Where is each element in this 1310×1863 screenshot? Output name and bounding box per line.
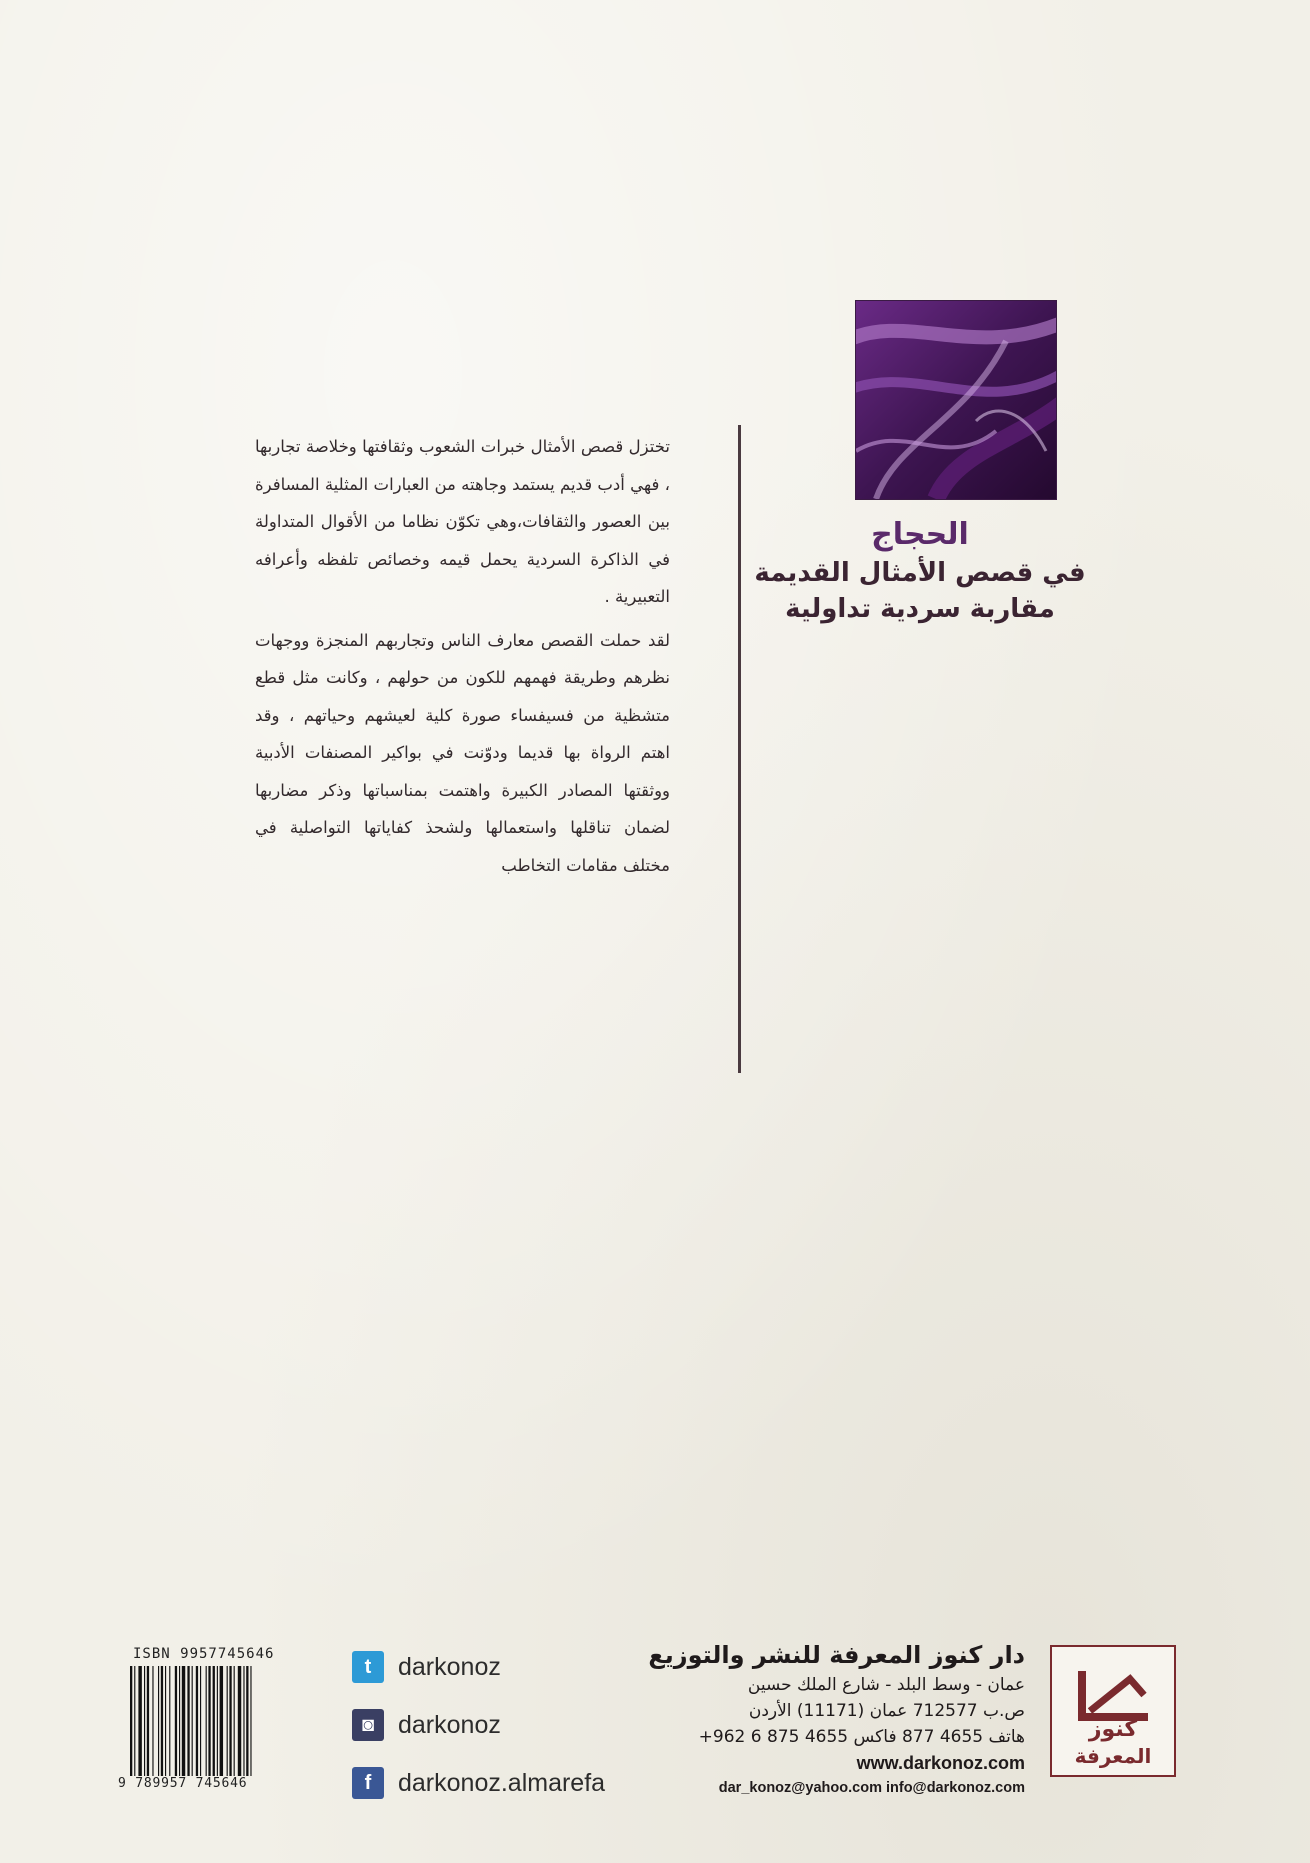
instagram-icon: ◙ — [352, 1709, 384, 1741]
barcode-bar — [175, 1666, 177, 1776]
barcode-bar — [217, 1666, 218, 1776]
barcode-bar — [192, 1666, 193, 1776]
facebook-handle: darkonoz.almarefa — [398, 1768, 606, 1797]
twitter-handle: darkonoz — [398, 1652, 501, 1681]
barcode-image — [128, 1666, 298, 1776]
logo-text-top: كنوز — [1088, 1717, 1138, 1742]
barcode-bar — [196, 1666, 198, 1776]
instagram-handle: darkonoz — [398, 1710, 501, 1739]
barcode-bar — [165, 1666, 166, 1776]
barcode-bar — [200, 1666, 201, 1776]
vertical-divider — [738, 425, 741, 1073]
twitter-link[interactable] — [352, 1650, 501, 1684]
barcode-bar — [134, 1666, 135, 1776]
blurb-paragraph: لقد حملت القصص معارف الناس وتجاربهم المنجزة ووجهات نظرهم وطريقة فهمهم للكون من حولهم ، وكانت مثل قطع متشظية من فسيفساء صورة كلية لعيشهم وحياتهم ، وقد اهتم الرواة بها قديما ودوّنت في بواكير المصنفات الأدبية ووثقتها المصادر الكبيرة واهتمت بمناسباتها وذكر مضاربها لضمان تناقلها واستعمالها ولشحذ كفاياتها التواصلية في مختلف مقامات التخاطب — [255, 630, 670, 875]
facebook-icon: f — [352, 1767, 384, 1799]
publisher-phone: هاتف 4655 877 فاكس 4655 875 6 962+ — [698, 1727, 1025, 1747]
barcode-bar — [147, 1666, 149, 1776]
book-subtitle-1: في قصص الأمثال القديمة — [754, 558, 1086, 588]
barcode-bar — [213, 1666, 215, 1776]
barcode-bar — [161, 1666, 163, 1776]
book-title-block — [720, 515, 1120, 627]
isbn-label: ISBN 9957745646 — [133, 1646, 275, 1662]
barcode-bar — [138, 1666, 141, 1776]
barcode-bar — [182, 1666, 185, 1776]
barcode-bar — [220, 1666, 223, 1776]
twitter-icon: t — [352, 1651, 384, 1683]
barcode-bar — [229, 1666, 231, 1776]
barcode-bar — [243, 1666, 244, 1776]
facebook-link[interactable] — [352, 1766, 605, 1800]
publisher-name: دار كنوز المعرفة للنشر والتوزيع — [648, 1641, 1025, 1669]
publisher-emails[interactable]: dar_konoz@yahoo.com info@darkonoz.com — [718, 1780, 1025, 1796]
barcode-bar — [158, 1666, 159, 1776]
blurb-text — [255, 428, 670, 884]
barcode-bar — [187, 1666, 189, 1776]
barcode-bar — [152, 1666, 153, 1776]
barcode-bar — [238, 1666, 241, 1776]
publisher-info — [640, 1638, 1025, 1800]
barcode-bar — [130, 1666, 132, 1776]
barcode-bar — [234, 1666, 235, 1776]
book-subtitle-2: مقاربة سردية تداولية — [785, 594, 1055, 624]
logo-text-bottom: المعرفة — [1074, 1744, 1152, 1768]
cover-art-thumbnail — [855, 300, 1057, 500]
publisher-website[interactable]: www.darkonoz.com — [856, 1753, 1025, 1773]
barcode-bar — [169, 1666, 170, 1776]
barcode-bar — [246, 1666, 248, 1776]
barcode-bar — [206, 1666, 207, 1776]
book-title: الحجاج — [871, 517, 969, 552]
barcode-bar — [208, 1666, 210, 1776]
barcode-bar — [144, 1666, 145, 1776]
instagram-link[interactable] — [352, 1708, 501, 1742]
barcode-number: 9 789957 745646 — [118, 1776, 248, 1791]
barcode-bar — [250, 1666, 251, 1776]
publisher-logo — [1050, 1645, 1176, 1777]
publisher-po-box: ص.ب 712577 عمان (11171) الأردن — [748, 1701, 1025, 1721]
blurb-paragraph: تختزل قصص الأمثال خبرات الشعوب وثقافتها وخلاصة تجاربها ، فهي أدب قديم يستمد وجاهته من العبارات المثلية المسافرة بين العصور والثقافات،وهي تكوّن نظاما من الأقوال المتداولة في الذاكرة السردية يحمل قيمه وخصائص تلفظه وأعرافه التعبيرية . — [255, 437, 670, 606]
barcode-bar — [227, 1666, 228, 1776]
barcode-bar — [179, 1666, 180, 1776]
publisher-address: عمان - وسط البلد - شارع الملك حسين — [747, 1675, 1025, 1695]
